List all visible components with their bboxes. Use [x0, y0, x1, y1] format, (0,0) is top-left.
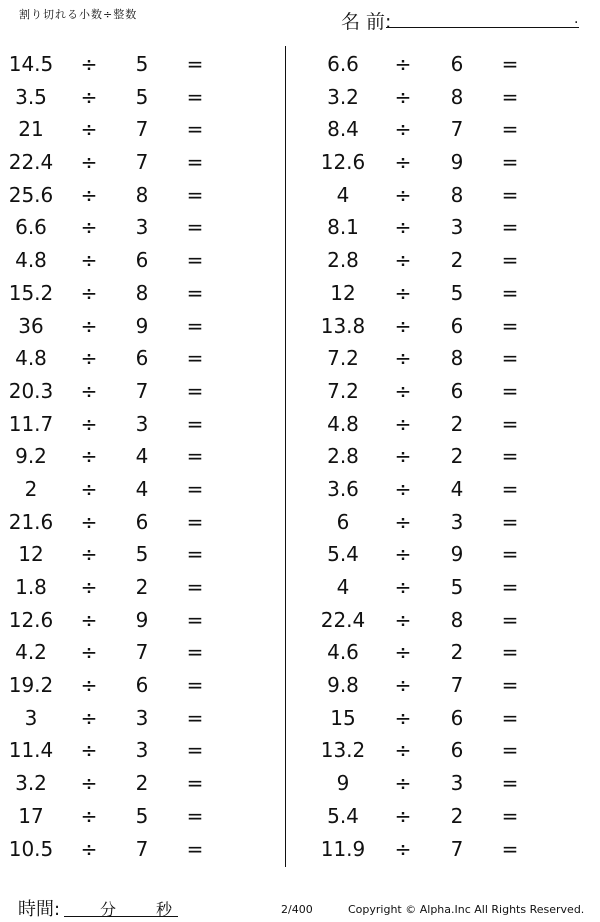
divide-sign: ÷	[394, 52, 412, 76]
divide-sign: ÷	[394, 411, 412, 436]
divisor: 3	[135, 705, 149, 730]
equals-sign: =	[186, 411, 204, 436]
problem-row	[286, 538, 600, 571]
divisor: 4	[450, 476, 464, 501]
divisor: 7	[135, 640, 149, 665]
equals-sign: =	[501, 313, 519, 338]
divide-sign: ÷	[80, 215, 98, 240]
problem-row	[286, 310, 600, 343]
equals-sign: =	[186, 705, 204, 730]
divisor: 6	[450, 705, 464, 730]
problem-row	[0, 211, 285, 244]
equals-sign: =	[186, 771, 204, 796]
divisor: 4	[135, 444, 149, 469]
problem-row	[0, 800, 285, 833]
divide-sign: ÷	[394, 607, 412, 632]
equals-sign: =	[186, 673, 204, 698]
divisor: 6	[135, 509, 149, 534]
divisor: 6	[135, 673, 149, 698]
divide-sign: ÷	[80, 738, 98, 763]
divide-sign: ÷	[394, 476, 412, 501]
divide-sign: ÷	[394, 673, 412, 698]
divisor: 6	[135, 346, 149, 371]
dividend: 6.6	[327, 52, 359, 76]
right-problem-column	[286, 48, 600, 865]
time-label: 時間:	[18, 899, 61, 920]
equals-sign: =	[501, 182, 519, 207]
equals-sign: =	[186, 640, 204, 665]
dividend: 9	[336, 771, 350, 796]
divisor: 3	[450, 771, 464, 796]
equals-sign: =	[501, 444, 519, 469]
problem-row	[0, 113, 285, 146]
equals-sign: =	[186, 346, 204, 371]
equals-sign: =	[501, 280, 519, 305]
dividend: 5.4	[327, 803, 359, 828]
divisor: 2	[450, 444, 464, 469]
equals-sign: =	[501, 84, 519, 109]
divisor: 5	[450, 575, 464, 599]
left-problem-column	[0, 48, 285, 865]
divide-sign: ÷	[394, 771, 412, 796]
problem-row	[0, 538, 285, 571]
divisor: 2	[135, 575, 149, 599]
problem-row	[286, 734, 600, 767]
problem-row	[286, 604, 600, 637]
equals-sign: =	[501, 673, 519, 698]
divisor: 6	[450, 313, 464, 338]
divide-sign: ÷	[394, 836, 412, 861]
problem-row	[286, 571, 600, 604]
problem-row	[0, 669, 285, 702]
equals-sign: =	[186, 150, 204, 175]
divide-sign: ÷	[394, 182, 412, 207]
dividend: 10.5	[8, 836, 54, 861]
problem-row	[286, 179, 600, 212]
equals-sign: =	[501, 411, 519, 436]
equals-sign: =	[186, 542, 204, 567]
divisor: 3	[135, 738, 149, 763]
divide-sign: ÷	[80, 182, 98, 207]
divide-sign: ÷	[394, 444, 412, 469]
dividend: 5.4	[327, 542, 359, 567]
equals-sign: =	[501, 117, 519, 142]
dividend: 12.6	[8, 607, 54, 632]
problem-row	[286, 408, 600, 441]
problem-row	[286, 48, 600, 81]
dividend: 9.2	[15, 444, 47, 469]
equals-sign: =	[501, 150, 519, 175]
divisor: 6	[450, 52, 464, 76]
dividend: 19.2	[8, 673, 54, 698]
divide-sign: ÷	[80, 607, 98, 632]
equals-sign: =	[501, 803, 519, 828]
divisor: 9	[135, 313, 149, 338]
divide-sign: ÷	[80, 803, 98, 828]
dividend: 11.4	[8, 738, 54, 763]
divide-sign: ÷	[394, 346, 412, 371]
problem-row	[0, 571, 285, 604]
divide-sign: ÷	[394, 280, 412, 305]
equals-sign: =	[501, 476, 519, 501]
divide-sign: ÷	[80, 117, 98, 142]
equals-sign: =	[501, 771, 519, 796]
problem-row	[0, 734, 285, 767]
divisor: 8	[450, 84, 464, 109]
divide-sign: ÷	[394, 575, 412, 599]
minutes-label: 分	[100, 900, 117, 919]
divisor: 2	[450, 640, 464, 665]
dividend: 12	[330, 280, 356, 305]
divisor: 7	[450, 673, 464, 698]
equals-sign: =	[501, 542, 519, 567]
dividend: 11.7	[8, 411, 54, 436]
dividend: 7.2	[327, 346, 359, 371]
divide-sign: ÷	[80, 836, 98, 861]
problem-row	[0, 179, 285, 212]
divide-sign: ÷	[80, 411, 98, 436]
problem-row	[0, 81, 285, 114]
divide-sign: ÷	[394, 248, 412, 273]
problem-row	[0, 310, 285, 343]
dividend: 13.8	[320, 313, 366, 338]
dividend: 4.8	[15, 248, 47, 273]
dividend: 22.4	[320, 607, 366, 632]
divide-sign: ÷	[394, 640, 412, 665]
divisor: 2	[450, 803, 464, 828]
problem-row	[0, 702, 285, 735]
divide-sign: ÷	[394, 84, 412, 109]
divide-sign: ÷	[80, 248, 98, 273]
divisor: 7	[135, 378, 149, 403]
divide-sign: ÷	[80, 640, 98, 665]
problem-row	[286, 440, 600, 473]
equals-sign: =	[186, 313, 204, 338]
problem-row	[286, 113, 600, 146]
equals-sign: =	[501, 52, 519, 76]
dividend: 3.2	[327, 84, 359, 109]
name-label: 名 前:	[341, 11, 392, 33]
divide-sign: ÷	[80, 52, 98, 76]
dividend: 3.6	[327, 476, 359, 501]
divisor: 9	[135, 607, 149, 632]
problem-row	[286, 81, 600, 114]
dividend: 3.2	[15, 771, 47, 796]
dividend: 4.8	[327, 411, 359, 436]
equals-sign: =	[186, 607, 204, 632]
divide-sign: ÷	[80, 673, 98, 698]
divisor: 5	[135, 542, 149, 567]
equals-sign: =	[501, 509, 519, 534]
equals-sign: =	[501, 248, 519, 273]
dividend: 7.2	[327, 378, 359, 403]
problem-row	[286, 473, 600, 506]
equals-sign: =	[186, 248, 204, 273]
equals-sign: =	[501, 705, 519, 730]
seconds-label: 秒	[156, 900, 173, 919]
dividend: 8.1	[327, 215, 359, 240]
divisor: 6	[450, 378, 464, 403]
divisor: 6	[450, 738, 464, 763]
dividend: 25.6	[8, 182, 54, 207]
divide-sign: ÷	[80, 509, 98, 534]
equals-sign: =	[501, 215, 519, 240]
equals-sign: =	[501, 836, 519, 861]
dividend: 4	[336, 182, 350, 207]
divisor: 6	[135, 248, 149, 273]
dividend: 4.6	[327, 640, 359, 665]
problem-row	[0, 277, 285, 310]
problem-row	[286, 833, 600, 866]
divisor: 4	[135, 476, 149, 501]
dividend: 2.8	[327, 248, 359, 273]
problem-row	[0, 342, 285, 375]
dividend: 2	[24, 476, 38, 501]
divisor: 7	[135, 117, 149, 142]
problem-row	[0, 48, 285, 81]
divide-sign: ÷	[80, 84, 98, 109]
divisor: 3	[135, 411, 149, 436]
dividend: 36	[18, 313, 44, 338]
equals-sign: =	[186, 378, 204, 403]
divisor: 3	[135, 215, 149, 240]
problem-row	[0, 833, 285, 866]
equals-sign: =	[501, 378, 519, 403]
dividend: 14.5	[8, 52, 54, 76]
dividend: 3	[24, 705, 38, 730]
problem-row	[0, 767, 285, 800]
divide-sign: ÷	[80, 150, 98, 175]
divide-sign: ÷	[80, 476, 98, 501]
equals-sign: =	[186, 476, 204, 501]
divide-sign: ÷	[394, 705, 412, 730]
divide-sign: ÷	[394, 542, 412, 567]
problem-row	[286, 767, 600, 800]
problem-row	[286, 702, 600, 735]
problem-row	[0, 408, 285, 441]
equals-sign: =	[501, 640, 519, 665]
problem-row	[0, 244, 285, 277]
equals-sign: =	[501, 738, 519, 763]
divisor: 8	[450, 346, 464, 371]
divide-sign: ÷	[394, 117, 412, 142]
dividend: 15.2	[8, 280, 54, 305]
dividend: 4	[336, 575, 350, 599]
problem-row	[0, 636, 285, 669]
divisor: 5	[135, 803, 149, 828]
name-entry-line[interactable]	[386, 27, 579, 28]
equals-sign: =	[186, 738, 204, 763]
divisor: 7	[450, 117, 464, 142]
divide-sign: ÷	[80, 346, 98, 371]
dividend: 11.9	[320, 836, 366, 861]
dividend: 15	[330, 705, 356, 730]
divisor: 8	[450, 182, 464, 207]
divide-sign: ÷	[80, 575, 98, 599]
divisor: 9	[450, 150, 464, 175]
divide-sign: ÷	[80, 378, 98, 403]
dividend: 1.8	[15, 575, 47, 599]
divisor: 2	[450, 411, 464, 436]
dividend: 22.4	[8, 150, 54, 175]
divisor: 2	[450, 248, 464, 273]
equals-sign: =	[186, 52, 204, 76]
dividend: 3.5	[15, 84, 47, 109]
divisor: 9	[450, 542, 464, 567]
divisor: 3	[450, 215, 464, 240]
problem-row	[0, 375, 285, 408]
divide-sign: ÷	[80, 313, 98, 338]
problem-row	[0, 604, 285, 637]
divisor: 8	[135, 182, 149, 207]
divisor: 3	[450, 509, 464, 534]
equals-sign: =	[186, 509, 204, 534]
dividend: 4.2	[15, 640, 47, 665]
dividend: 6.6	[15, 215, 47, 240]
equals-sign: =	[186, 803, 204, 828]
problem-row	[286, 800, 600, 833]
divisor: 8	[450, 607, 464, 632]
divide-sign: ÷	[394, 215, 412, 240]
problem-row	[0, 473, 285, 506]
equals-sign: =	[501, 575, 519, 599]
equals-sign: =	[186, 575, 204, 599]
dividend: 12.6	[320, 150, 366, 175]
dividend: 21.6	[8, 509, 54, 534]
problem-row	[286, 211, 600, 244]
equals-sign: =	[186, 117, 204, 142]
problem-row	[286, 669, 600, 702]
page-number: 2/400	[281, 903, 313, 916]
problem-row	[0, 506, 285, 539]
copyright-notice: Copyright © Alpha.Inc All Rights Reserved.	[348, 903, 585, 916]
dividend: 17	[18, 803, 44, 828]
problem-row	[286, 342, 600, 375]
divisor: 5	[135, 52, 149, 76]
divisor: 7	[135, 150, 149, 175]
problem-row	[286, 146, 600, 179]
dividend: 2.8	[327, 444, 359, 469]
divisor: 5	[450, 280, 464, 305]
dividend: 13.2	[320, 738, 366, 763]
equals-sign: =	[186, 836, 204, 861]
problem-row	[286, 506, 600, 539]
divisor: 5	[135, 84, 149, 109]
divisor: 7	[450, 836, 464, 861]
divide-sign: ÷	[394, 738, 412, 763]
equals-sign: =	[186, 280, 204, 305]
equals-sign: =	[501, 607, 519, 632]
problem-row	[0, 440, 285, 473]
divide-sign: ÷	[80, 771, 98, 796]
dividend: 20.3	[8, 378, 54, 403]
problem-row	[286, 277, 600, 310]
dividend: 6	[336, 509, 350, 534]
name-line-end-dot: .	[574, 11, 579, 27]
equals-sign: =	[186, 215, 204, 240]
divide-sign: ÷	[80, 705, 98, 730]
equals-sign: =	[186, 182, 204, 207]
divide-sign: ÷	[80, 542, 98, 567]
problem-row	[286, 244, 600, 277]
divide-sign: ÷	[394, 313, 412, 338]
dividend: 8.4	[327, 117, 359, 142]
divide-sign: ÷	[394, 509, 412, 534]
worksheet-title: 割り切れる小数÷整数	[19, 8, 138, 21]
dividend: 12	[18, 542, 44, 567]
dividend: 4.8	[15, 346, 47, 371]
problem-row	[286, 636, 600, 669]
divide-sign: ÷	[394, 378, 412, 403]
problem-row	[0, 146, 285, 179]
divisor: 8	[135, 280, 149, 305]
divisor: 2	[135, 771, 149, 796]
divide-sign: ÷	[394, 150, 412, 175]
equals-sign: =	[501, 346, 519, 371]
equals-sign: =	[186, 84, 204, 109]
divisor: 7	[135, 836, 149, 861]
dividend: 9.8	[327, 673, 359, 698]
divide-sign: ÷	[80, 280, 98, 305]
dividend: 21	[18, 117, 44, 142]
problem-row	[286, 375, 600, 408]
divide-sign: ÷	[394, 803, 412, 828]
divide-sign: ÷	[80, 444, 98, 469]
equals-sign: =	[186, 444, 204, 469]
